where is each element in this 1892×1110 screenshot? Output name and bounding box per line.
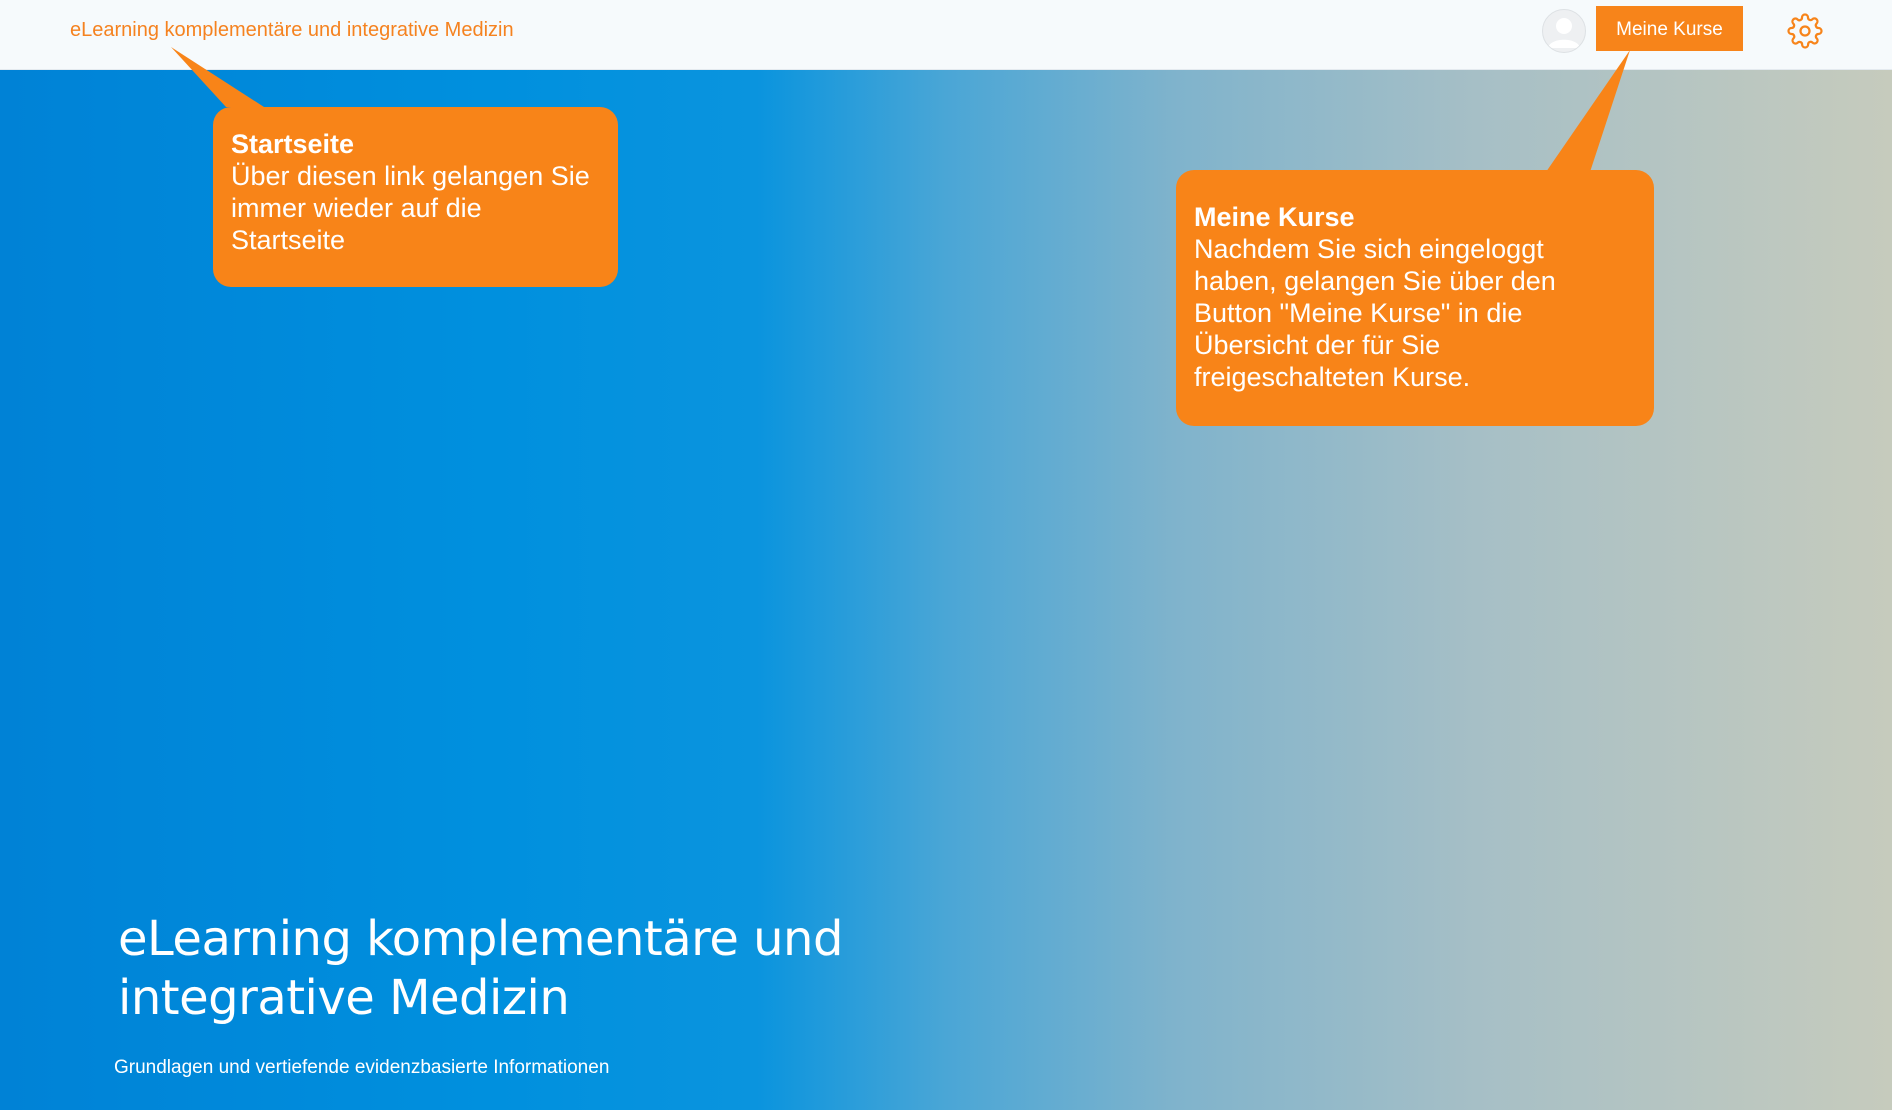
- my-courses-button[interactable]: Meine Kurse: [1596, 6, 1743, 51]
- start-callout-pointer: [171, 47, 264, 107]
- hero-title-line: integrative Medizin: [118, 970, 570, 1026]
- callout-text-line: Button "Meine Kurse" in die: [1194, 298, 1523, 328]
- callout-text-line: Über diesen link gelangen Sie: [231, 161, 590, 191]
- callout-text-line: Startseite: [231, 225, 346, 255]
- callout-text-line: haben, gelangen Sie über den: [1194, 266, 1556, 296]
- hero-title-line: eLearning komplementäre und: [118, 911, 843, 967]
- callout-title: Startseite: [231, 129, 355, 159]
- meine-kurse-callout: [1176, 170, 1654, 426]
- startseite-callout: [213, 107, 618, 287]
- callout-text-line: immer wieder auf die: [231, 193, 482, 223]
- callout-text-line: Nachdem Sie sich eingeloggt: [1194, 234, 1544, 264]
- hero-title: [118, 910, 918, 1028]
- callout-title: Meine Kurse: [1194, 202, 1355, 232]
- home-link[interactable]: eLearning komplementäre und integrative Medizin: [70, 19, 514, 41]
- hero-subtitle: Grundlagen und vertiefende evidenzbasierte Informationen: [114, 1057, 610, 1078]
- callout-text-line: Übersicht der für Sie: [1194, 330, 1441, 360]
- courses-callout-pointer: [1546, 50, 1630, 172]
- callout-text-line: freigeschalteten Kurse.: [1194, 362, 1471, 392]
